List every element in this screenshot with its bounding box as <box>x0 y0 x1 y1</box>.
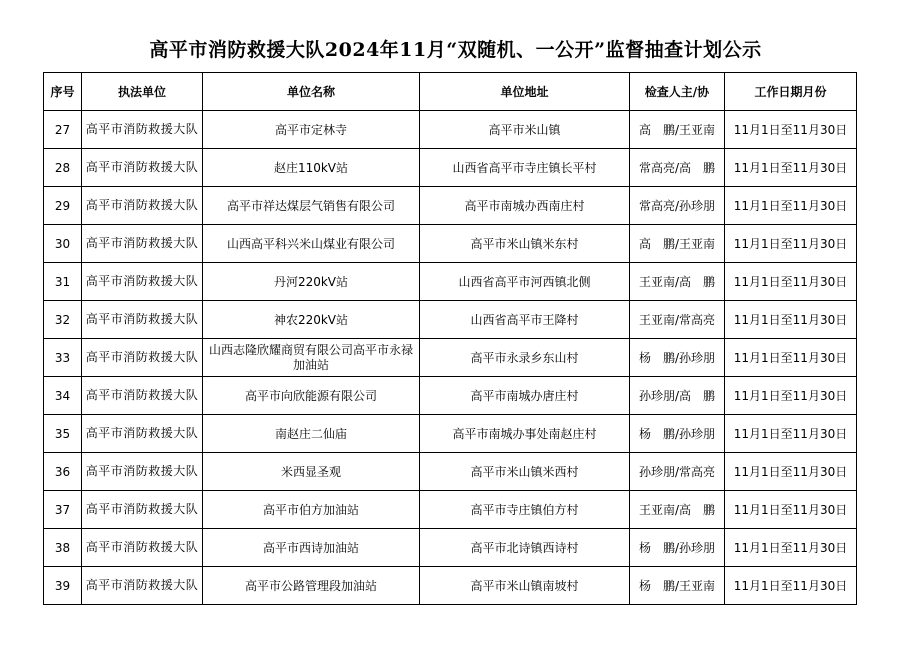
cell-address: 高平市永录乡东山村 <box>420 339 630 377</box>
table-row <box>44 491 857 529</box>
cell-date: 11月1日至11月30日 <box>725 339 857 377</box>
page-title: 高平市消防救援大队2024年11月“双随机、一公开”监督抽查计划公示 <box>149 39 762 61</box>
cell-no: 27 <box>44 111 82 149</box>
table-row <box>44 453 857 491</box>
table-row <box>44 301 857 339</box>
cell-address: 高平市米山镇米西村 <box>420 453 630 491</box>
cell-date: 11月1日至11月30日 <box>725 187 857 225</box>
cell-inspector: 王亚南/常高亮 <box>630 301 725 339</box>
cell-address: 高平市北诗镇西诗村 <box>420 529 630 567</box>
cell-unit: 高平市消防救援大队 <box>82 453 203 491</box>
cell-no: 39 <box>44 567 82 605</box>
cell-inspector: 杨 鹏/孙珍朋 <box>630 415 725 453</box>
cell-name: 高平市西诗加油站 <box>203 529 420 567</box>
cell-address: 高平市南城办事处南赵庄村 <box>420 415 630 453</box>
cell-address: 高平市米山镇 <box>420 111 630 149</box>
cell-inspector: 常高亮/高 鹏 <box>630 149 725 187</box>
cell-unit: 高平市消防救援大队 <box>82 339 203 377</box>
cell-date: 11月1日至11月30日 <box>725 263 857 301</box>
cell-name: 山西高平科兴米山煤业有限公司 <box>203 225 420 263</box>
header-name: 单位名称 <box>203 73 420 111</box>
table-row <box>44 339 857 377</box>
cell-address: 山西省高平市王降村 <box>420 301 630 339</box>
cell-inspector: 高 鹏/王亚南 <box>630 225 725 263</box>
cell-unit: 高平市消防救援大队 <box>82 187 203 225</box>
cell-no: 32 <box>44 301 82 339</box>
cell-address: 山西省高平市河西镇北侧 <box>420 263 630 301</box>
cell-inspector: 王亚南/高 鹏 <box>630 263 725 301</box>
cell-unit: 高平市消防救援大队 <box>82 415 203 453</box>
header-date: 工作日期月份 <box>725 73 857 111</box>
header-inspector: 检查人主/协 <box>630 73 725 111</box>
cell-no: 30 <box>44 225 82 263</box>
cell-date: 11月1日至11月30日 <box>725 225 857 263</box>
cell-name: 赵庄110kV站 <box>203 149 420 187</box>
cell-inspector: 孙珍朋/高 鹏 <box>630 377 725 415</box>
cell-no: 31 <box>44 263 82 301</box>
header-row <box>44 73 857 111</box>
table-row <box>44 263 857 301</box>
table-body <box>44 111 857 605</box>
table-row <box>44 149 857 187</box>
cell-name: 高平市伯方加油站 <box>203 491 420 529</box>
cell-name: 丹河220kV站 <box>203 263 420 301</box>
cell-name: 米西显圣观 <box>203 453 420 491</box>
cell-address: 高平市米山镇南坡村 <box>420 567 630 605</box>
cell-address: 山西省高平市寺庄镇长平村 <box>420 149 630 187</box>
cell-name: 高平市定林寺 <box>203 111 420 149</box>
cell-no: 33 <box>44 339 82 377</box>
cell-name: 南赵庄二仙庙 <box>203 415 420 453</box>
cell-no: 34 <box>44 377 82 415</box>
cell-inspector: 王亚南/高 鹏 <box>630 491 725 529</box>
cell-inspector: 杨 鹏/孙珍朋 <box>630 529 725 567</box>
cell-unit: 高平市消防救援大队 <box>82 301 203 339</box>
header-unit: 执法单位 <box>82 73 203 111</box>
table-row <box>44 529 857 567</box>
cell-date: 11月1日至11月30日 <box>725 301 857 339</box>
cell-address: 高平市米山镇米东村 <box>420 225 630 263</box>
inspection-plan-table <box>43 72 857 605</box>
cell-date: 11月1日至11月30日 <box>725 491 857 529</box>
cell-inspector: 孙珍朋/常高亮 <box>630 453 725 491</box>
cell-inspector: 高 鹏/王亚南 <box>630 111 725 149</box>
cell-no: 28 <box>44 149 82 187</box>
cell-unit: 高平市消防救援大队 <box>82 225 203 263</box>
cell-unit: 高平市消防救援大队 <box>82 529 203 567</box>
cell-date: 11月1日至11月30日 <box>725 567 857 605</box>
cell-name: 高平市祥达煤层气销售有限公司 <box>203 187 420 225</box>
cell-name: 山西志隆欣耀商贸有限公司高平市永禄加油站 <box>203 339 420 377</box>
cell-no: 37 <box>44 491 82 529</box>
cell-inspector: 常高亮/孙珍朋 <box>630 187 725 225</box>
cell-no: 38 <box>44 529 82 567</box>
cell-address: 高平市南城办西南庄村 <box>420 187 630 225</box>
cell-unit: 高平市消防救援大队 <box>82 377 203 415</box>
cell-unit: 高平市消防救援大队 <box>82 111 203 149</box>
table-row <box>44 567 857 605</box>
cell-address: 高平市寺庄镇伯方村 <box>420 491 630 529</box>
cell-date: 11月1日至11月30日 <box>725 529 857 567</box>
cell-unit: 高平市消防救援大队 <box>82 567 203 605</box>
cell-unit: 高平市消防救援大队 <box>82 263 203 301</box>
table-row <box>44 187 857 225</box>
table-row <box>44 111 857 149</box>
cell-unit: 高平市消防救援大队 <box>82 149 203 187</box>
cell-inspector: 杨 鹏/孙珍朋 <box>630 339 725 377</box>
cell-no: 36 <box>44 453 82 491</box>
cell-date: 11月1日至11月30日 <box>725 149 857 187</box>
cell-inspector: 杨 鹏/王亚南 <box>630 567 725 605</box>
header-no: 序号 <box>44 73 82 111</box>
cell-date: 11月1日至11月30日 <box>725 415 857 453</box>
cell-date: 11月1日至11月30日 <box>725 377 857 415</box>
cell-name: 高平市向欣能源有限公司 <box>203 377 420 415</box>
cell-no: 29 <box>44 187 82 225</box>
cell-name: 神农220kV站 <box>203 301 420 339</box>
header-address: 单位地址 <box>420 73 630 111</box>
cell-unit: 高平市消防救援大队 <box>82 491 203 529</box>
table-row <box>44 377 857 415</box>
cell-date: 11月1日至11月30日 <box>725 453 857 491</box>
cell-name: 高平市公路管理段加油站 <box>203 567 420 605</box>
cell-no: 35 <box>44 415 82 453</box>
table-header <box>44 73 857 111</box>
table-row <box>44 415 857 453</box>
cell-address: 高平市南城办唐庄村 <box>420 377 630 415</box>
cell-date: 11月1日至11月30日 <box>725 111 857 149</box>
table-row <box>44 225 857 263</box>
